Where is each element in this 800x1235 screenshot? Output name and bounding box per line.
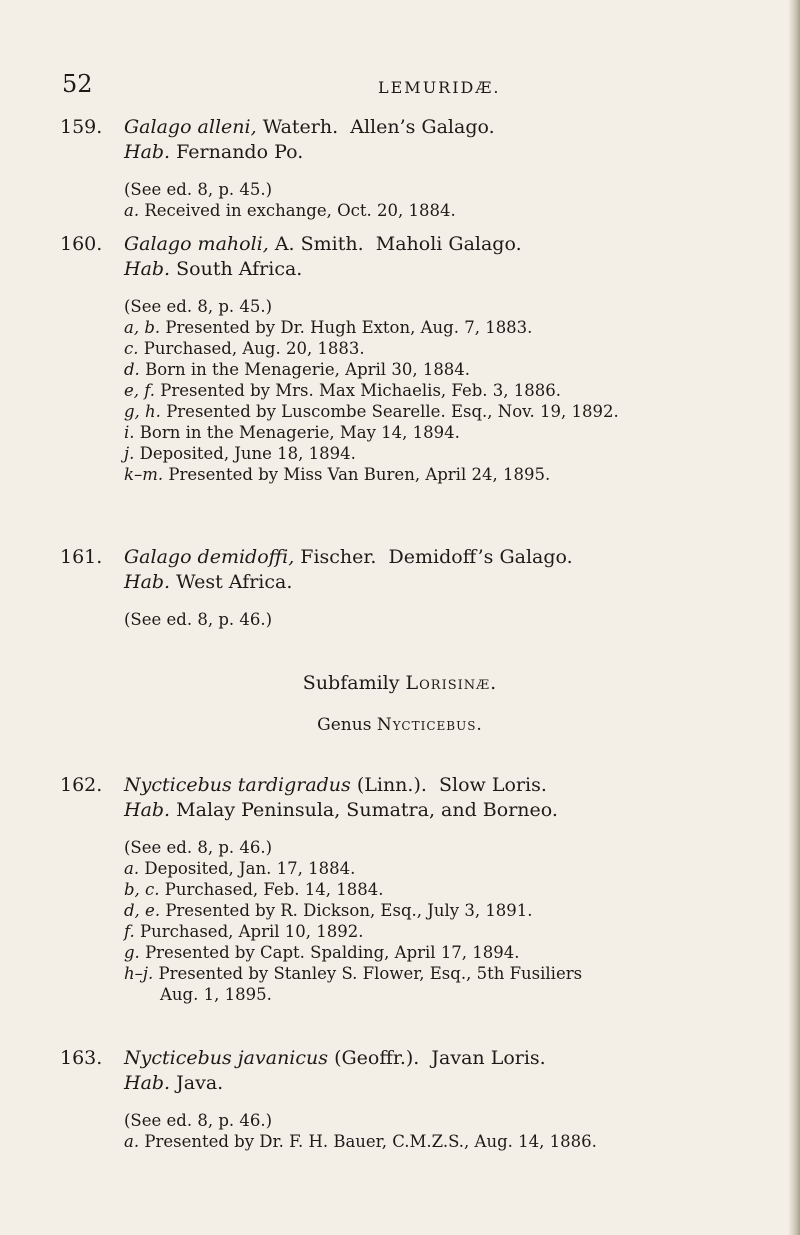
entry-number: 163.	[60, 1047, 103, 1069]
common-name: Javan Loris.	[431, 1047, 546, 1069]
entry-162	[60, 773, 764, 1005]
entry-number: 159.	[60, 116, 103, 138]
record-letter: g.	[124, 943, 140, 962]
entry-161	[60, 545, 764, 630]
hab-value: Malay Peninsula, Sumatra, and Borneo.	[176, 799, 558, 821]
record-line	[124, 317, 764, 338]
common-name: Slow Loris.	[439, 774, 547, 796]
record-letter: g, h.	[124, 402, 161, 421]
see-reference: (See ed. 8, p. 46.)	[124, 610, 273, 629]
record-line	[124, 464, 764, 485]
record-letter: a, b.	[124, 318, 161, 337]
record-text: Presented by Mrs. Max Michaelis, Feb. 3, 1886.	[160, 381, 561, 400]
record-letter: k–m.	[124, 465, 164, 484]
record-line	[124, 359, 764, 380]
record-letter: a.	[124, 1132, 140, 1151]
entry-159	[60, 115, 764, 221]
record-line	[124, 963, 764, 984]
see-reference: (See ed. 8, p. 46.)	[124, 838, 273, 857]
hab-value: Fernando Po.	[176, 141, 304, 163]
subfamily-prefix: Subfamily	[302, 672, 400, 694]
record-line	[124, 900, 764, 921]
record-text: Presented by Luscombe Searelle. Esq., Nov. 19, 1892.	[166, 402, 619, 421]
record-letter: d, e.	[124, 901, 161, 920]
record-letter: f.	[124, 922, 135, 941]
species-author: (Linn.).	[356, 774, 427, 796]
page-number: 52	[62, 70, 93, 98]
record-line	[124, 422, 764, 443]
see-reference: (See ed. 8, p. 45.)	[124, 297, 273, 316]
common-name: Demidoff’s Galago.	[388, 546, 573, 568]
page-edge-shadow	[788, 0, 800, 1235]
record-line	[124, 200, 764, 221]
species-name: Galago maholi,	[124, 233, 269, 255]
habitat	[124, 1071, 764, 1096]
entry-heading	[124, 545, 764, 570]
habitat	[124, 140, 764, 165]
hab-label: Hab.	[124, 799, 171, 821]
species-name: Galago alleni,	[124, 116, 257, 138]
record-letter: b, c.	[124, 880, 160, 899]
hab-value: Java.	[176, 1072, 224, 1094]
record-letter: j.	[124, 444, 135, 463]
record-line	[124, 380, 764, 401]
record-line	[124, 401, 764, 422]
species-name: Nycticebus tardigradus	[124, 774, 351, 796]
species-author: A. Smith.	[274, 233, 364, 255]
record-line	[124, 921, 764, 942]
hab-label: Hab.	[124, 571, 171, 593]
page-header	[0, 70, 800, 106]
record-text: Born in the Menagerie, April 30, 1884.	[145, 360, 471, 379]
record-letter: h–j.	[124, 964, 154, 983]
record-text: Born in the Menagerie, May 14, 1894.	[139, 423, 460, 442]
record-line	[124, 942, 764, 963]
record-letter: e, f.	[124, 381, 156, 400]
genus-heading	[0, 715, 800, 735]
record-text: Presented by Dr. F. H. Bauer, C.M.Z.S., Aug. 14, 1886.	[144, 1132, 597, 1151]
entry-number: 160.	[60, 233, 103, 255]
species-author: Waterh.	[262, 116, 339, 138]
species-name: Nycticebus javanicus	[124, 1047, 329, 1069]
record-text: Purchased, Feb. 14, 1884.	[164, 880, 384, 899]
record-letter: a.	[124, 201, 140, 220]
hab-value: South Africa.	[176, 258, 303, 280]
record-line	[124, 879, 764, 900]
record-text: Presented by Capt. Spalding, April 17, 1894.	[145, 943, 520, 962]
genus-prefix: Genus	[317, 715, 372, 735]
subfamily-name: Lorisinæ.	[405, 672, 498, 694]
habitat	[124, 570, 764, 595]
hab-label: Hab.	[124, 1072, 171, 1094]
record-continuation: Aug. 1, 1895.	[160, 985, 272, 1004]
common-name: Maholi Galago.	[375, 233, 522, 255]
record-line	[124, 858, 764, 879]
entry-160	[60, 232, 764, 485]
record-text: Purchased, Aug. 20, 1883.	[143, 339, 365, 358]
record-text: Presented by Stanley S. Flower, Esq., 5th Fusiliers	[158, 964, 583, 983]
record-text: Deposited, June 18, 1894.	[139, 444, 356, 463]
running-head: LEMURIDÆ.	[378, 78, 501, 97]
record-line	[124, 443, 764, 464]
hab-label: Hab.	[124, 258, 171, 280]
entry-heading	[124, 232, 764, 257]
entry-heading	[124, 773, 764, 798]
species-author: (Geoffr.).	[334, 1047, 420, 1069]
record-letter: d.	[124, 360, 140, 379]
species-author: Fischer.	[300, 546, 377, 568]
record-text: Presented by R. Dickson, Esq., July 3, 1891.	[165, 901, 533, 920]
record-line	[124, 1131, 764, 1152]
common-name: Allen’s Galago.	[350, 116, 495, 138]
record-letter: c.	[124, 339, 139, 358]
subfamily-heading	[0, 672, 800, 694]
entry-heading	[124, 115, 764, 140]
entry-number: 161.	[60, 546, 103, 568]
hab-label: Hab.	[124, 141, 171, 163]
record-letter: a.	[124, 859, 140, 878]
hab-value: West Africa.	[176, 571, 293, 593]
habitat	[124, 257, 764, 282]
habitat	[124, 798, 764, 823]
see-reference: (See ed. 8, p. 46.)	[124, 1111, 273, 1130]
see-reference: (See ed. 8, p. 45.)	[124, 180, 273, 199]
species-name: Galago demidoffi,	[124, 546, 295, 568]
record-text: Deposited, Jan. 17, 1884.	[144, 859, 356, 878]
record-text: Purchased, April 10, 1892.	[140, 922, 364, 941]
entry-number: 162.	[60, 774, 103, 796]
record-letter: i.	[124, 423, 135, 442]
record-line	[124, 338, 764, 359]
record-text: Presented by Miss Van Buren, April 24, 1895.	[168, 465, 551, 484]
record-text: Received in exchange, Oct. 20, 1884.	[144, 201, 456, 220]
entry-163	[60, 1046, 764, 1152]
genus-name: Nycticebus.	[376, 715, 483, 735]
entry-heading	[124, 1046, 764, 1071]
record-text: Presented by Dr. Hugh Exton, Aug. 7, 1883.	[165, 318, 533, 337]
